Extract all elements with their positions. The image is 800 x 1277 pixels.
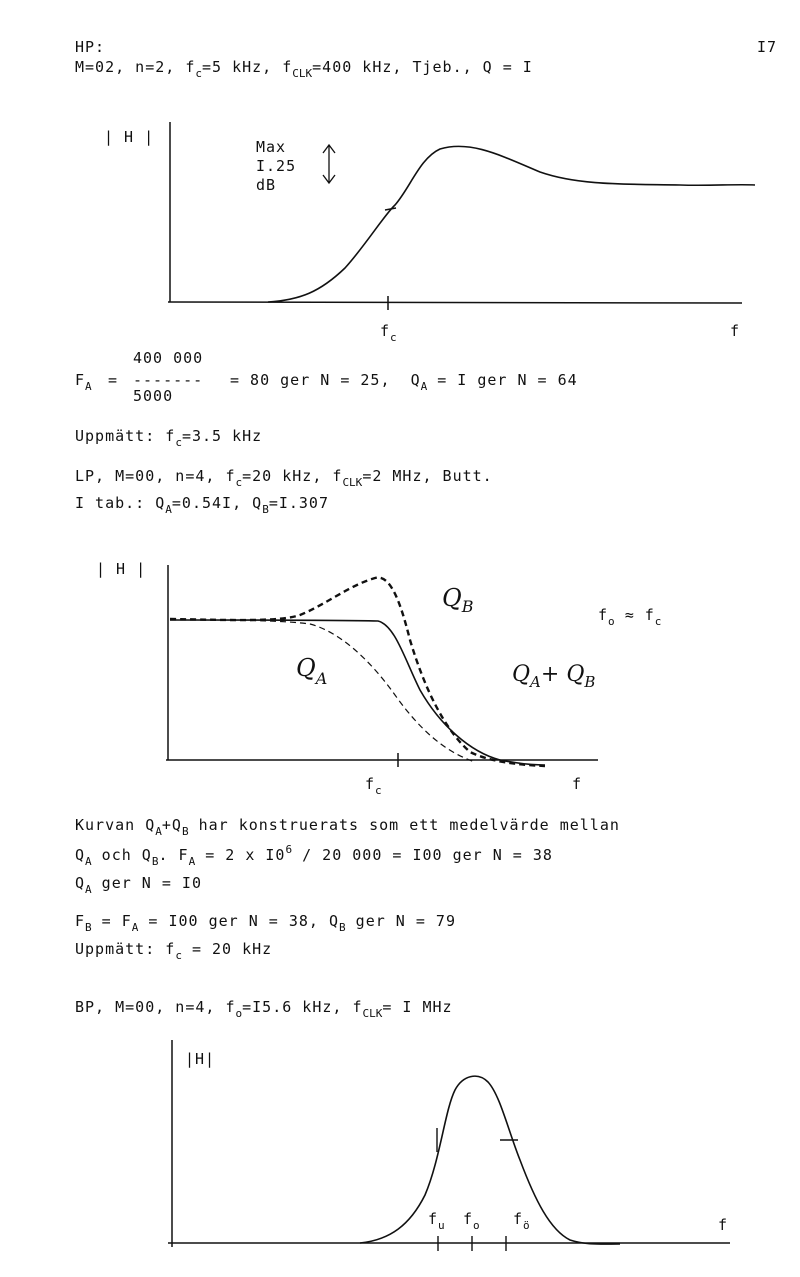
bp-fu-label: $f_u$ <box>428 1210 445 1232</box>
lp-text-line-5: Uppmätt: $f_c = 20$ kHz <box>75 940 273 962</box>
lp-text-line-1: Kurvan $Q_A+Q_B$ har konstruerats som ett medelvärde mellan <box>75 816 620 838</box>
lp-y-axis-label: | H | <box>96 560 147 578</box>
lp-qb-label: $Q_B$ <box>442 584 474 616</box>
bp-fo-label: $f_o$ <box>463 1210 480 1232</box>
page-number: I7 <box>757 38 778 56</box>
bp-foe-label: $f_ö$ <box>513 1210 530 1232</box>
hp-max-label-3: dB <box>256 176 277 194</box>
hp-heading: HP: <box>75 38 106 56</box>
lp-text-line-4: $F_B = F_A = I00$ ger N = 38, $Q_B$ ger N = 79 <box>75 912 456 934</box>
hp-y-axis-label: | H | <box>104 128 155 146</box>
hp-params: M=02, n=2, $f_c=5$ kHz, $f_{CLK}=400$ kHz, Tjeb., Q = I <box>75 58 533 80</box>
bp-y-axis-label: |H| <box>185 1050 216 1068</box>
lp-qab-label: $Q_A+ Q_B$ <box>512 662 596 691</box>
hp-formula-fa: $F_A$ <box>75 371 92 393</box>
lp-x-f-label: f <box>572 775 583 793</box>
lp-text-line-2: $Q_A$ och $Q_B$. $F_A = 2$ x $I0^6 / 20$ 000 = I00 ger N = 38 <box>75 843 553 868</box>
bp-params: BP, M=00, n=4, $f_o=I5.6$ kHz, $f_{CLK}= I$ MHz <box>75 998 453 1020</box>
hp-max-label-2: I.25 <box>256 157 297 175</box>
lp-params: LP, M=00, n=4, $f_c=20$ kHz, $f_{CLK}=2$ MHz, Butt. <box>75 467 493 489</box>
hp-formula-numerator: 400 000 <box>133 349 204 367</box>
hp-x-fc-label: $f_c$ <box>380 322 397 344</box>
lp-text-line-3: $Q_A$ ger N = I0 <box>75 874 202 896</box>
hp-formula-rest: = 80 ger N = 25, $Q_A = I$ ger N = 64 <box>230 371 578 393</box>
hp-formula-eq: = <box>108 371 119 389</box>
lp-table-values: I tab.: $Q_A=0.54I$, $Q_B=I.307$ <box>75 494 329 516</box>
hp-x-f-label: f <box>730 322 741 340</box>
lp-fo-note: $f_o \approx f_c$ <box>598 606 662 628</box>
bp-x-f-label: f <box>718 1216 729 1234</box>
hp-measured: Uppmätt: $f_c=3.5$ kHz <box>75 427 263 449</box>
hp-formula-denominator: 5000 <box>133 387 174 405</box>
hp-formula-bar: ------- <box>133 371 204 389</box>
hp-max-label-1: Max <box>256 138 287 156</box>
lp-x-fc-label: $f_c$ <box>365 775 382 797</box>
lp-qa-label: $Q_A$ <box>296 654 328 688</box>
